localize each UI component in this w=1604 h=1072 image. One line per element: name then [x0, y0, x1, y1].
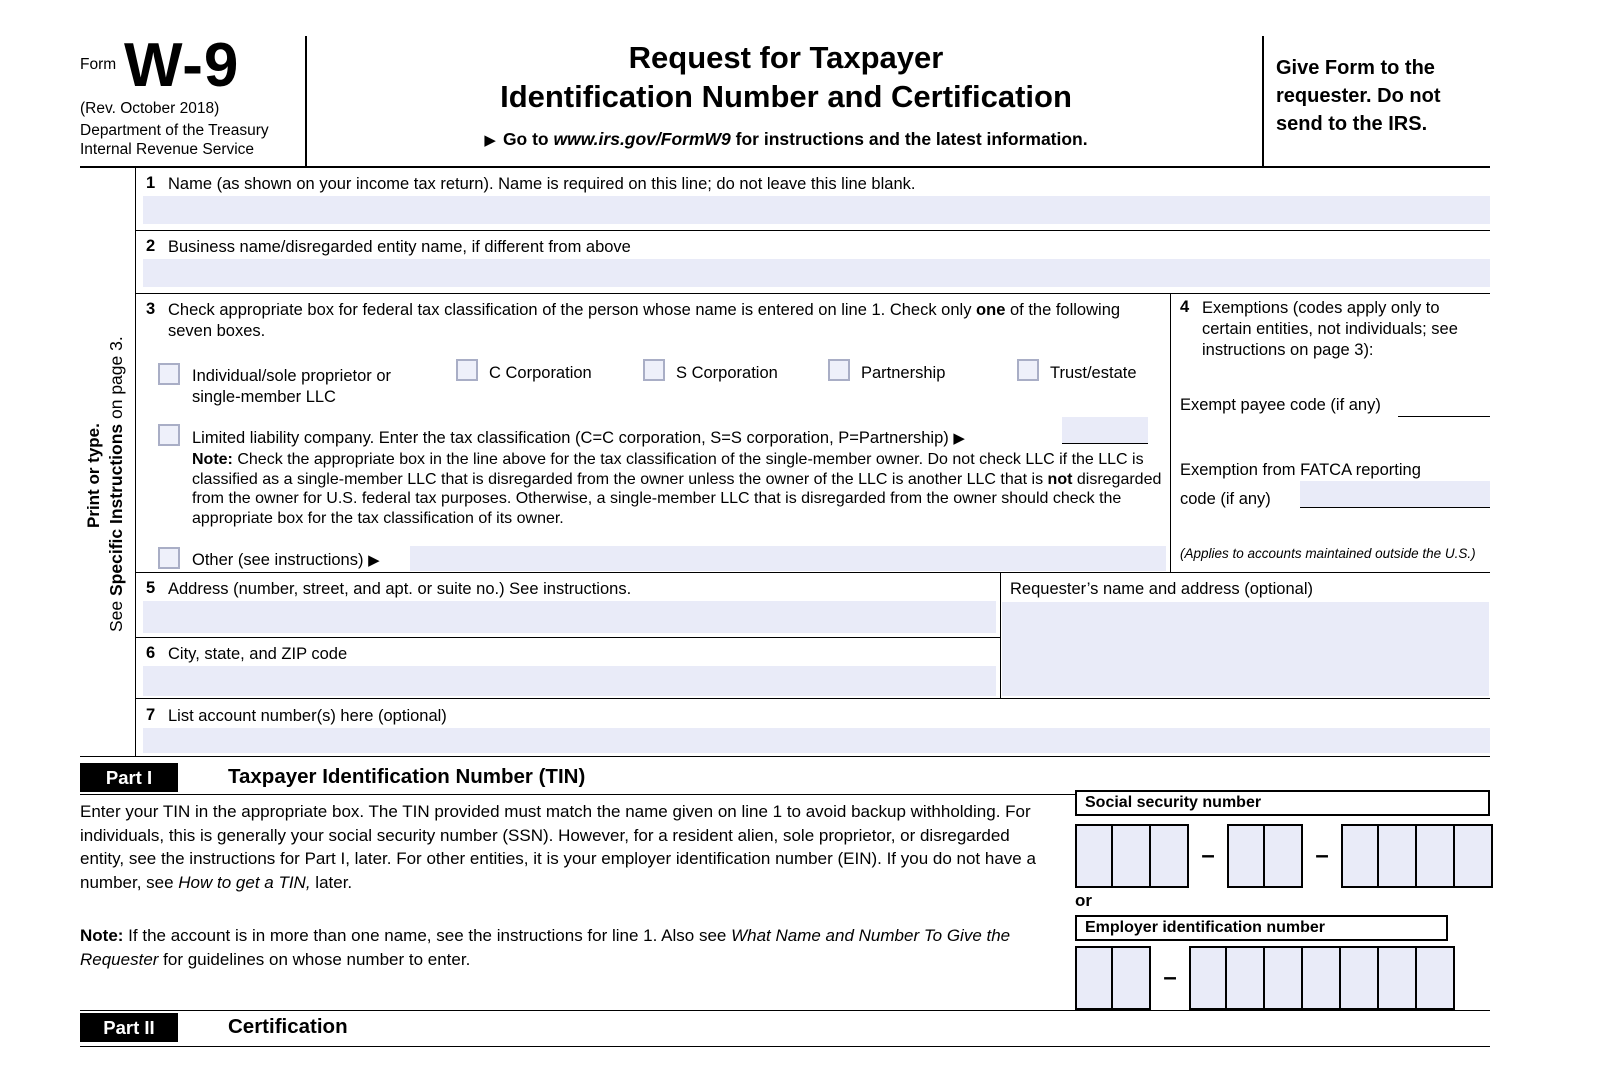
tin-dash: – [1201, 842, 1215, 869]
fatca-code-input[interactable] [1300, 481, 1490, 508]
ssn-digit-box[interactable] [1417, 824, 1455, 888]
part2-badge: Part II [80, 1013, 178, 1042]
divider [1170, 293, 1171, 572]
checkbox-s-corporation-label: S Corporation [676, 364, 778, 382]
ein-digit-box[interactable] [1379, 946, 1417, 1010]
tin-dash: – [1315, 842, 1329, 869]
requester-name-address-input[interactable] [1002, 602, 1489, 696]
checkbox-partnership[interactable] [828, 359, 850, 381]
see-instructions-label [106, 336, 127, 632]
right-arrow-icon: ▶ [953, 430, 965, 447]
divider [1262, 36, 1264, 166]
ssn-digit-box[interactable] [1455, 824, 1493, 888]
goto-prefix: Go to [502, 129, 554, 149]
or-label: or [1075, 891, 1092, 910]
ssn-group-2 [1227, 824, 1303, 888]
fatca-label-line1: Exemption from FATCA reporting [1180, 461, 1421, 479]
part2-title: Certification [228, 1015, 348, 1038]
other-classification-input[interactable] [410, 546, 1166, 571]
part1-badge: Part I [80, 763, 178, 792]
divider [135, 637, 1000, 638]
ssn-digit-box[interactable] [1075, 824, 1113, 888]
divider [80, 166, 1490, 168]
line2-label: Business name/disregarded entity name, if different from above [168, 238, 631, 256]
part1-note: Note: If the account is in more than one name, see the instructions for line 1. Also see What Name and Number To Give the Requester for guidelines on whose number to enter. [80, 926, 1011, 969]
divider [135, 230, 1490, 231]
ssn-group-1 [1075, 824, 1189, 888]
specific-instructions: Specific Instructions [106, 423, 126, 596]
divider [80, 756, 1490, 757]
part1-title: Taxpayer Identification Number (TIN) [228, 765, 586, 788]
form-title-line1: Request for Taxpayer [628, 40, 944, 75]
line6-label: City, state, and ZIP code [168, 645, 348, 663]
part1-instructions: Enter your TIN in the appropriate box. The TIN provided must match the name given on line 1 to avoid backup withholding. For individuals, this is generally your social security number (SSN). However, for a resident alien, sole proprietor, or disregarded entity, see the instructions for Part I, later. For other entities, it is your employer identification number (EIN). If you do not have a number, see How to get a TIN, later. [80, 802, 1036, 892]
checkbox-llc-label: Limited liability company. Enter the tax classification (C=C corporation, S=S corporation, P=Partnership) ▶ [192, 429, 965, 447]
form-url[interactable]: www.irs.gov/FormW9 [553, 129, 731, 149]
right-arrow-icon: ▶ [484, 132, 496, 149]
right-arrow-icon: ▶ [368, 552, 380, 569]
divider [80, 1010, 1490, 1011]
ssn-digit-box[interactable] [1151, 824, 1189, 888]
divider [80, 1046, 1490, 1047]
form-title-line2: Identification Number and Certification [500, 79, 1072, 114]
checkbox-s-corporation[interactable] [643, 359, 665, 381]
line3-note: Note: Check the appropriate box in the line above for the tax classification of the single-member owner. Do not check LLC if the LLC is classified as a single-member LLC that is disregarded from the owner unless the owner of the LLC is another LLC that is not disregarded from the owner for U.S. federal tax purposes. Otherwise, a single-member LLC that is disregarded from the owner should check the appropriate box for the tax classification of its owner. [192, 451, 1162, 527]
city-state-zip-input[interactable] [143, 666, 996, 696]
divider [1000, 572, 1001, 698]
ein-group-2 [1189, 946, 1455, 1010]
ssn-digit-box[interactable] [1341, 824, 1379, 888]
line1-number: 1 [146, 174, 156, 192]
ssn-digit-box[interactable] [1227, 824, 1265, 888]
see-prefix: See [106, 596, 126, 632]
line7-label: List account number(s) here (optional) [168, 707, 447, 725]
divider [135, 572, 1490, 573]
tin-dash: – [1163, 964, 1177, 991]
checkbox-other[interactable] [158, 547, 180, 569]
business-name-input[interactable] [143, 259, 1490, 287]
checkbox-trust-estate[interactable] [1017, 359, 1039, 381]
checkbox-c-corporation-label: C Corporation [489, 364, 592, 382]
ein-digit-box[interactable] [1341, 946, 1379, 1010]
line5-label: Address (number, street, and apt. or suite no.) See instructions. [168, 580, 632, 598]
ein-digit-box[interactable] [1417, 946, 1455, 1010]
llc-classification-input[interactable] [1062, 417, 1148, 444]
line7-number: 7 [146, 706, 156, 724]
ein-label-box: Employer identification number [1075, 915, 1448, 941]
ein-input-row [1075, 946, 1455, 1010]
line1-label: Name (as shown on your income tax return). Name is required on this line; do not leave this line blank. [168, 175, 916, 193]
ssn-input-row [1075, 824, 1493, 888]
line3-label: Check appropriate box for federal tax classification of the person whose name is entered on line 1. Check only one of the following seven boxes. [168, 301, 1121, 340]
line4-label: Exemptions (codes apply only to certain entities, not individuals; see instructions on page 3): [1202, 299, 1458, 359]
ein-digit-box[interactable] [1189, 946, 1227, 1010]
divider [135, 168, 136, 756]
goto-instruction [312, 129, 1260, 150]
line5-number: 5 [146, 579, 156, 597]
exempt-payee-label: Exempt payee code (if any) [1180, 396, 1381, 414]
ssn-digit-box[interactable] [1379, 824, 1417, 888]
ssn-digit-box[interactable] [1113, 824, 1151, 888]
checkbox-partnership-label: Partnership [861, 364, 946, 382]
address-input[interactable] [143, 601, 996, 633]
give-form-note: Give Form to the requester. Do not send to the IRS. [1276, 57, 1441, 135]
form-word: Form [80, 56, 117, 73]
ssn-label-box: Social security number [1075, 790, 1490, 816]
applies-outside-us-note: (Applies to accounts maintained outside the U.S.) [1180, 546, 1476, 561]
form-revision: (Rev. October 2018) [80, 100, 220, 117]
divider [135, 293, 1490, 294]
checkbox-c-corporation[interactable] [456, 359, 478, 381]
form-number: W-9 [124, 31, 240, 100]
ssn-digit-box[interactable] [1265, 824, 1303, 888]
requester-label: Requester’s name and address (optional) [1010, 580, 1313, 598]
department-line: Department of the Treasury [80, 122, 269, 139]
checkbox-llc[interactable] [158, 424, 180, 446]
ein-digit-box[interactable] [1303, 946, 1341, 1010]
divider [135, 698, 1490, 699]
goto-suffix: for instructions and the latest information. [730, 129, 1088, 149]
line2-number: 2 [146, 237, 156, 255]
exempt-payee-code-input[interactable] [1398, 392, 1490, 417]
name-input[interactable] [143, 196, 1490, 224]
print-or-type-label: Print or type. [84, 423, 103, 528]
service-line: Internal Revenue Service [80, 141, 255, 158]
line6-number: 6 [146, 644, 156, 662]
ein-digit-box[interactable] [1265, 946, 1303, 1010]
divider [305, 36, 307, 166]
ein-digit-box[interactable] [1113, 946, 1151, 1010]
ein-digit-box[interactable] [1075, 946, 1113, 1010]
ein-digit-box[interactable] [1227, 946, 1265, 1010]
account-numbers-input[interactable] [143, 728, 1490, 753]
fatca-label-line2: code (if any) [1180, 490, 1271, 508]
form-header [312, 38, 1260, 150]
ein-group-1 [1075, 946, 1151, 1010]
line3-number: 3 [146, 300, 156, 318]
checkbox-individual-label: Individual/sole proprietor or single-member LLC [192, 367, 392, 406]
ssn-group-3 [1341, 824, 1493, 888]
see-suffix: on page 3. [106, 336, 126, 424]
checkbox-trust-estate-label: Trust/estate [1050, 364, 1137, 382]
line4-number: 4 [1180, 298, 1190, 316]
checkbox-other-label: Other (see instructions) ▶ [192, 551, 380, 569]
checkbox-individual[interactable] [158, 363, 180, 385]
